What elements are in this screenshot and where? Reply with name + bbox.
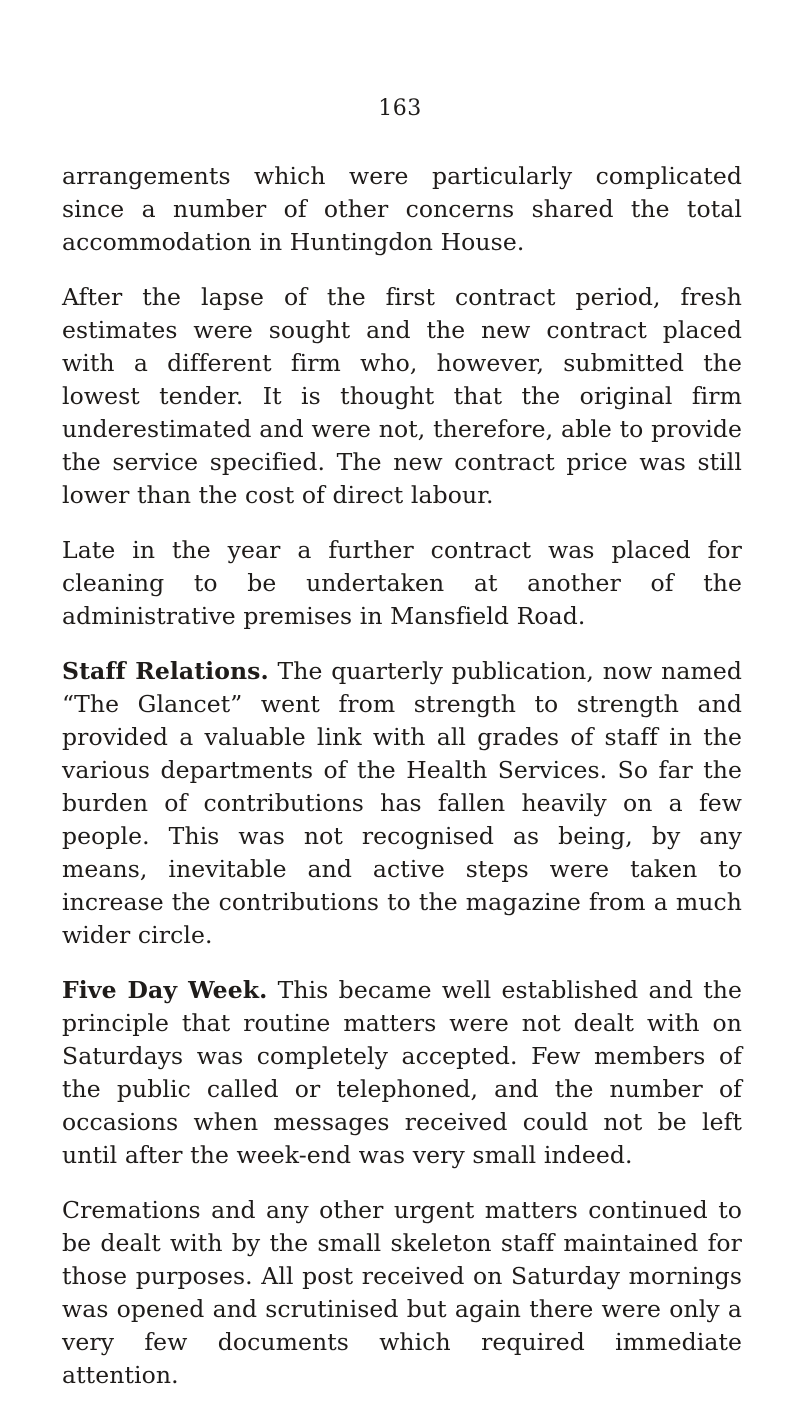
paragraph-5-text: This became well established and the principle that routine matters were not dealt with on Saturdays was completely accepted. Few members of the public called or telephoned, and the number of occasions when messages received could not be left until after the week-end was very small indeed. — [62, 976, 742, 1169]
paragraph-five-day-week — [62, 974, 742, 1172]
paragraph-1-text: arrangements which were particularly complicated since a number of other concerns shared the total accommodation in Huntingdon House. — [62, 162, 742, 256]
paragraph-1 — [62, 160, 742, 259]
paragraph-2 — [62, 281, 742, 512]
section-heading-staff-relations: Staff Relations. — [62, 657, 269, 685]
body-text — [62, 160, 742, 1414]
paragraph-3-text: Late in the year a further contract was placed for cleaning to be undertaken at another of the administrative premises in Mansfield Road. — [62, 536, 742, 630]
page-number: 163 — [378, 96, 422, 121]
section-heading-five-day-week: Five Day Week. — [62, 976, 268, 1004]
paragraph-6-text: Cremations and any other urgent matters continued to be dealt with by the small skeleton staff maintained for those purposes. All post received on Saturday mornings was opened and scrutinised but again there were only a very few documents which required immediate attention. — [62, 1196, 742, 1389]
paragraph-staff-relations — [62, 655, 742, 952]
paragraph-4-text: The quarterly publication, now named “The Glancet” went from strength to strength and provided a valuable link with all grades of staff in the various departments of the Health Services. So far the burden of contributions has fallen heavily on a few people. This was not recognised as being, by any means, inevitable and active steps were taken to increase the contributions to the magazine from a much wider circle. — [62, 657, 742, 949]
paragraph-3 — [62, 534, 742, 633]
paragraph-2-text: After the lapse of the first contract period, fresh estimates were sought and the new contract placed with a different firm who, however, submitted the lowest tender. It is thought that the original firm underestimated and were not, therefore, able to provide the service specified. The new contract price was still lower than the cost of direct labour. — [62, 283, 742, 509]
paragraph-6 — [62, 1194, 742, 1392]
